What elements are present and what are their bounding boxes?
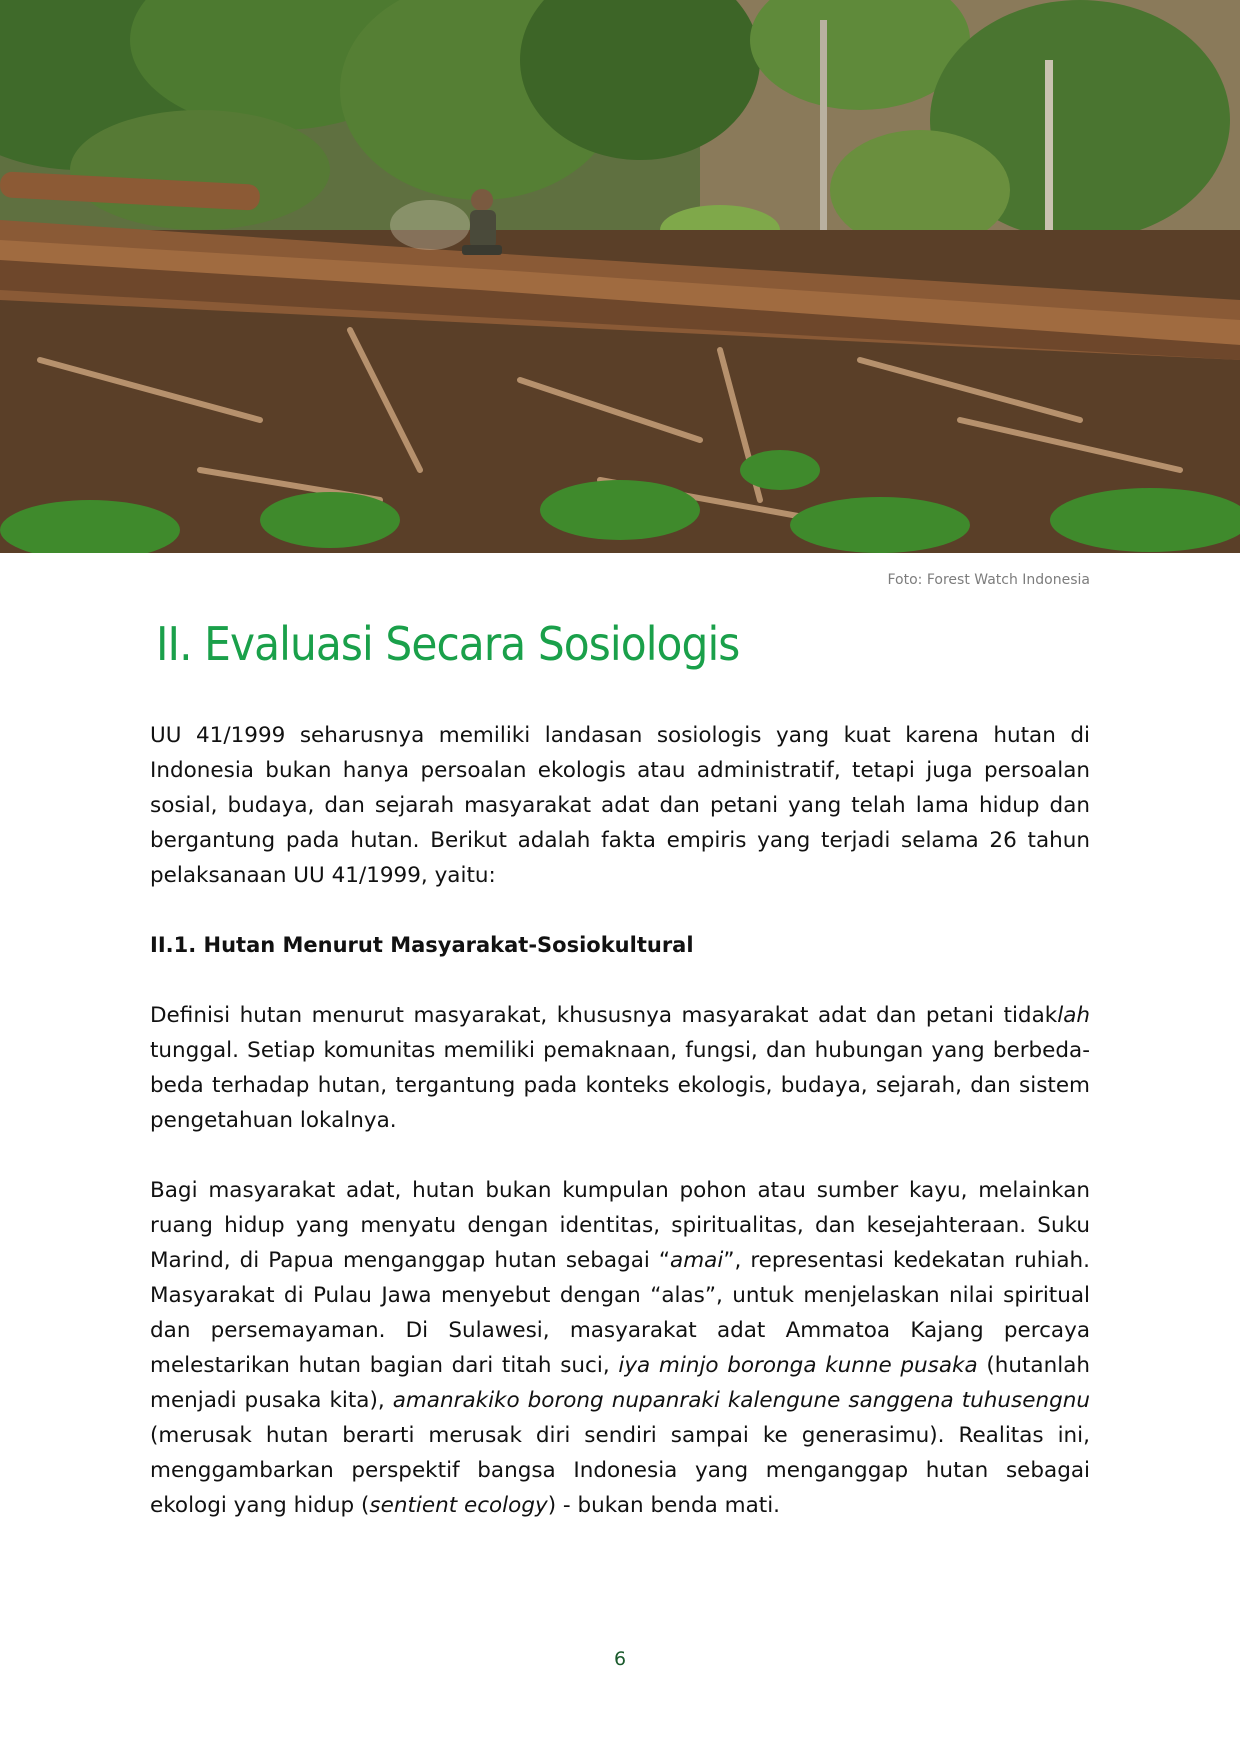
subsection-heading: II.1. Hutan Menurut Masyarakat-Sosiokultural	[150, 933, 694, 957]
page-number: 6	[613, 1648, 627, 1670]
logging-scene-image	[0, 0, 1240, 553]
intro-paragraph: UU 41/1999 seharusnya memiliki landasan sosiologis yang kuat karena hutan di Indonesia bukan hanya persoalan ekologis atau administratif, tetapi juga persoalan sosial, budaya, dan sejarah masyarakat adat dan petani yang telah lama hidup dan bergantung pada hutan. Berikut adalah fakta empiris yang terjadi selama 26 tahun pelaksanaan UU 41/1999, yaitu:	[150, 723, 1090, 888]
section-title: II. Evaluasi Secara Sosiologis	[156, 617, 740, 671]
photo-caption: Foto: Forest Watch Indonesia	[887, 572, 1090, 588]
paragraph-definition: Definisi hutan menurut masyarakat, khususnya masyarakat adat dan petani tidaklah tunggal. Setiap komunitas memiliki pemaknaan, fungsi, dan hubungan yang berbeda-beda terhadap hutan, tergantung pada konteks ekologis, budaya, sejarah, dan sistem pengetahuan lokalnya.	[150, 1003, 1090, 1133]
body-content	[150, 718, 1090, 1523]
hero-photo	[0, 0, 1240, 553]
paragraph-indigenous-view: Bagi masyarakat adat, hutan bukan kumpulan pohon atau sumber kayu, melainkan ruang hidup yang menyatu dengan identitas, spiritualitas, dan kesejahteraan. Suku Marind, di Papua menganggap hutan sebagai “amai”, representasi kedekatan ruhiah. Masyarakat di Pulau Jawa menyebut dengan “alas”, untuk menjelaskan nilai spiritual dan persemayaman. Di Sulawesi, masyarakat adat Ammatoa Kajang percaya melestarikan hutan bagian dari titah suci, iya minjo boronga kunne pusaka (hutanlah menjadi pusaka kita), amanrakiko borong nupanraki kalengune sanggena tuhusengnu (merusak hutan berarti merusak diri sendiri sampai ke generasimu). Realitas ini, menggambarkan perspektif bangsa Indonesia yang menganggap hutan sebagai ekologi yang hidup (sentient ecology) - bukan benda mati.	[150, 1178, 1090, 1518]
